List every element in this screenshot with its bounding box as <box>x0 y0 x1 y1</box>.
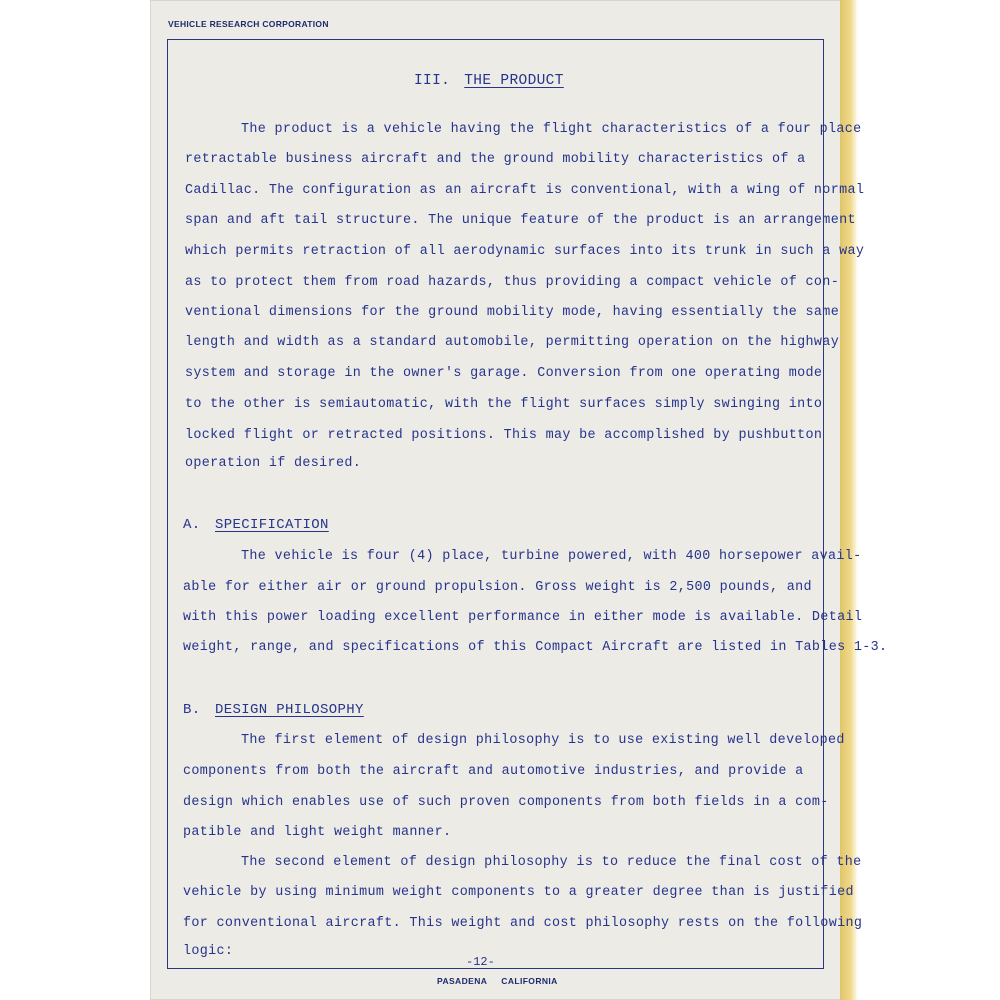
intro-line: locked flight or retracted positions. This may be accomplished by pushbutton <box>185 428 823 443</box>
intro-line: Cadillac. The configuration as an aircraft is conventional, with a wing of normal <box>185 183 865 198</box>
intro-line: as to protect them from road hazards, thus providing a compact vehicle of con- <box>185 275 840 290</box>
design-heading <box>183 702 364 718</box>
design-heading-label: DESIGN PHILOSOPHY <box>215 702 364 718</box>
page-edge <box>840 0 858 1000</box>
spec-line: with this power loading excellent performance in either mode is available. Detail <box>183 610 863 625</box>
design-para1-line: patible and light weight manner. <box>183 825 452 840</box>
intro-line: retractable business aircraft and the ground mobility characteristics of a <box>185 152 806 167</box>
intro-line: operation if desired. <box>185 456 362 471</box>
intro-line: The product is a vehicle having the flight characteristics of a four place <box>241 122 862 137</box>
design-para2-line: for conventional aircraft. This weight and cost philosophy rests on the following <box>183 916 863 931</box>
page-number: -12- <box>466 955 495 969</box>
spec-number: A. <box>183 517 201 533</box>
footer-city: PASADENA <box>437 976 488 986</box>
company-header: VEHICLE RESEARCH CORPORATION <box>168 19 329 29</box>
design-para1-line: design which enables use of such proven components from both fields in a com- <box>183 795 829 810</box>
intro-line: span and aft tail structure. The unique feature of the product is an arrangement <box>185 213 856 228</box>
spec-heading-label: SPECIFICATION <box>215 517 329 533</box>
section-title <box>414 73 564 89</box>
design-para2-line: The second element of design philosophy is to reduce the final cost of the <box>241 855 862 870</box>
intro-line: length and width as a standard automobile, permitting operation on the highway <box>185 335 840 350</box>
spec-line: able for either air or ground propulsion. Gross weight is 2,500 pounds, and <box>183 580 812 595</box>
spec-line: The vehicle is four (4) place, turbine powered, with 400 horsepower avail- <box>241 549 862 564</box>
design-para2-line: logic: <box>183 944 234 959</box>
intro-line: system and storage in the owner's garage. Conversion from one operating mode <box>185 366 823 381</box>
footer-location <box>437 976 558 986</box>
design-para2-line: vehicle by using minimum weight components to a greater degree than is justified <box>183 885 854 900</box>
spec-heading <box>183 517 329 533</box>
spec-line: weight, range, and specifications of this Compact Aircraft are listed in Tables 1-3. <box>183 640 888 655</box>
design-number: B. <box>183 702 201 718</box>
design-para1-line: components from both the aircraft and automotive industries, and provide a <box>183 764 804 779</box>
design-para1-line: The first element of design philosophy is to use existing well developed <box>241 733 845 748</box>
section-number: III. <box>414 73 451 89</box>
intro-line: to the other is semiautomatic, with the flight surfaces simply swinging into <box>185 397 823 412</box>
intro-line: ventional dimensions for the ground mobility mode, having essentially the same <box>185 305 840 320</box>
intro-line: which permits retraction of all aerodynamic surfaces into its trunk in such a way <box>185 244 865 259</box>
section-title-label: THE PRODUCT <box>464 73 564 89</box>
footer-state: CALIFORNIA <box>501 976 558 986</box>
